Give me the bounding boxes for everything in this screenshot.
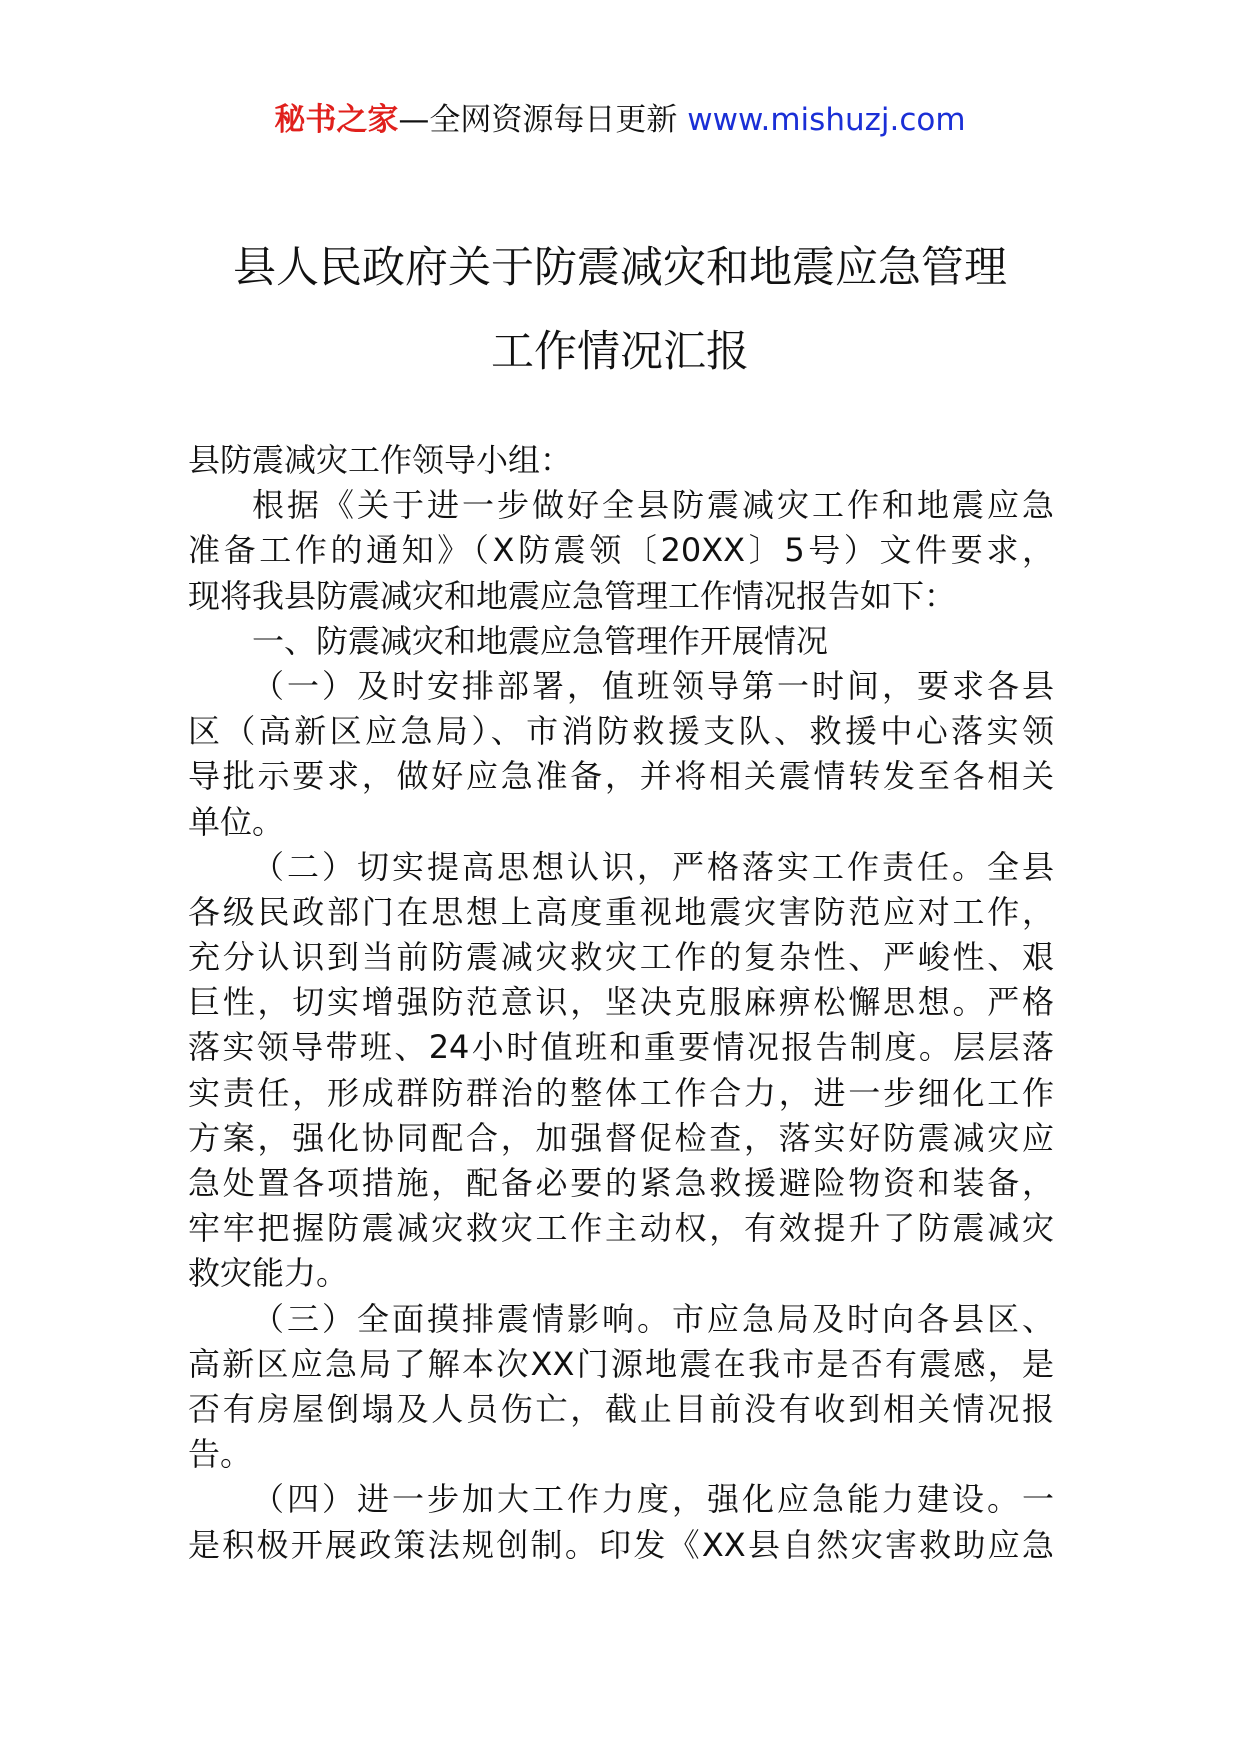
body-line: （四）进一步加大工作力度，强化应急能力建设。一 bbox=[252, 1480, 1054, 1519]
salutation-line: 县防震减灾工作领导小组： bbox=[188, 441, 573, 479]
site-url-link[interactable]: www.mishuzj.com bbox=[687, 102, 966, 138]
section-heading: 一、防震减灾和地震应急管理作开展情况 bbox=[252, 621, 829, 660]
body-line: 急处置各项措施，配备必要的紧急救援避险物资和装备， bbox=[188, 1164, 1054, 1202]
body-line: 导批示要求，做好应急准备，并将相关震情转发至各相关 bbox=[188, 757, 1054, 796]
body-line: 准备工作的通知》（X防震领〔20XX〕5号）文件要求， bbox=[188, 531, 1054, 570]
body-line: 各级民政部门在思想上高度重视地震灾害防范应对工作， bbox=[188, 892, 1054, 931]
body-line: 牢牢把握防震减灾救灾工作主动权，有效提升了防震减灾 bbox=[188, 1209, 1054, 1248]
body-line: （二）切实提高思想认识，严格落实工作责任。全县 bbox=[252, 847, 1054, 886]
body-line: 巨性，切实增强防范意识，坚决克服麻痹松懈思想。严格 bbox=[188, 983, 1054, 1022]
body-line: 是积极开展政策法规创制。印发《XX县自然灾害救助应急 bbox=[188, 1525, 1054, 1564]
body-line: 否有房屋倒塌及人员伤亡，截止目前没有收到相关情况报 bbox=[188, 1389, 1054, 1428]
document-title-line-1: 县人民政府关于防震减灾和地震应急管理 bbox=[233, 243, 1007, 293]
body-line: 救灾能力。 bbox=[188, 1254, 349, 1293]
body-line: 实责任，形成群防群治的整体工作合力，进一步细化工作 bbox=[188, 1073, 1054, 1112]
body-line: （一）及时安排部署，值班领导第一时间，要求各县 bbox=[252, 666, 1054, 705]
document-body bbox=[188, 438, 1054, 1568]
body-line: 方案，强化协同配合，加强督促检查，落实好防震减灾应 bbox=[188, 1118, 1054, 1157]
document-title-line-2: 工作情况汇报 bbox=[491, 327, 749, 377]
body-line: 现将我县防震减灾和地震应急管理工作情况报告如下： bbox=[188, 576, 957, 615]
body-line: 落实领导带班、24小时值班和重要情况报告制度。层层落 bbox=[188, 1028, 1054, 1067]
brand-name: 秘书之家 bbox=[274, 102, 399, 138]
body-line: （三）全面摸排震情影响。市应急局及时向各县区、 bbox=[252, 1299, 1054, 1338]
banner-slogan: —全网资源每日更新 bbox=[398, 102, 688, 138]
body-line: 区（高新区应急局）、市消防救援支队、救援中心落实领 bbox=[188, 712, 1054, 751]
body-line: 根据《关于进一步做好全县防震减灾工作和地震应急 bbox=[252, 486, 1054, 525]
body-line: 单位。 bbox=[188, 802, 285, 841]
body-line: 高新区应急局了解本次XX门源地震在我市是否有震感，是 bbox=[188, 1344, 1054, 1383]
site-banner bbox=[0, 98, 1240, 142]
body-line: 充分认识到当前防震减灾救灾工作的复杂性、严峻性、艰 bbox=[188, 938, 1054, 977]
body-line: 告。 bbox=[188, 1435, 253, 1474]
